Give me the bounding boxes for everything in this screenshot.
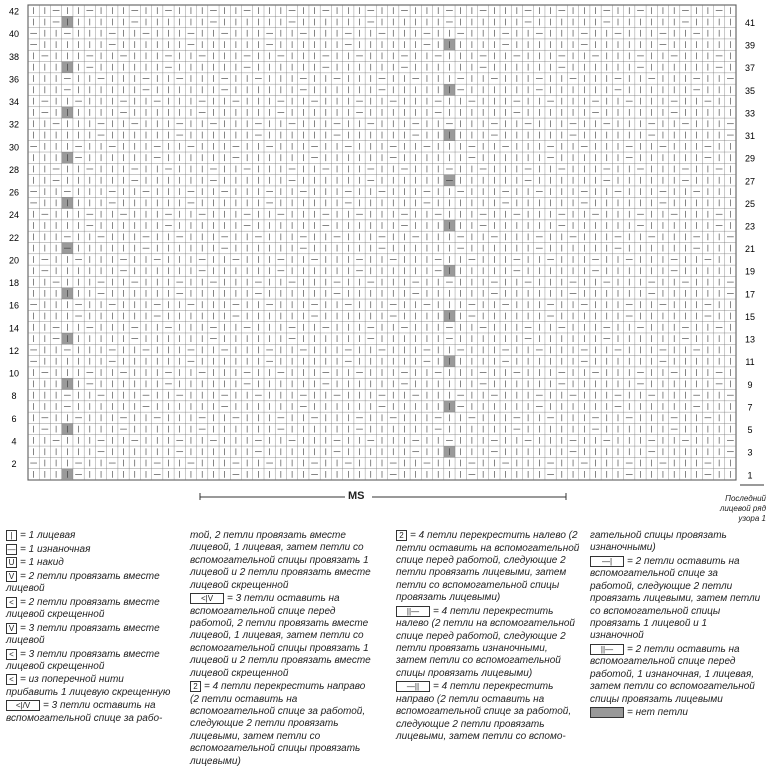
row-number-left: 24	[8, 210, 20, 221]
row-number-right: 31	[744, 131, 756, 142]
row-number-left: 28	[8, 164, 20, 175]
legend-symbol-icon: |	[6, 530, 17, 541]
row-number-right: 25	[744, 198, 756, 209]
row-number-left: 10	[8, 368, 20, 379]
legend-text: = 1 накид	[20, 557, 64, 569]
legend-text: = 4 петли перекрестить налево (2 петли оставить на вспомогательной спице перед работой, следующие 2 петли провязать лицевыми, затем петли со вспомогательной спицы провязать лицевыми)	[396, 530, 580, 604]
legend-text: = 3 петли провязать вместе лицевой	[6, 622, 160, 647]
legend-symbol-icon: U	[6, 557, 17, 568]
row-number-left: 16	[8, 300, 20, 311]
legend-column-3	[396, 530, 581, 744]
legend-symbol-icon: —|	[590, 556, 624, 567]
row-number-left: 32	[8, 119, 20, 130]
legend-symbol-icon: V	[6, 571, 17, 582]
legend-text: = нет петли	[627, 707, 688, 719]
legend-column-4	[590, 530, 762, 721]
row-number-left: 8	[11, 391, 17, 402]
legend-symbol-icon: <	[6, 649, 17, 660]
row-number-right: 35	[744, 85, 756, 96]
legend-text: = 4 петли перекрестить направо (2 петли оставить на вспомогательной спице за работой, следующие 2 петли провязать лицевыми, затем петли со вспомогательной спицы провязать лицевыми)	[190, 681, 366, 767]
legend-symbol-icon: ||—	[396, 606, 430, 617]
row-number-left: 42	[8, 6, 20, 17]
row-number-right: 7	[747, 402, 753, 413]
legend-symbol-icon: —	[7, 544, 16, 554]
legend-item	[6, 530, 176, 543]
legend-item	[6, 597, 176, 622]
row-number-left: 38	[8, 51, 20, 62]
row-number-left: 36	[8, 74, 20, 85]
legend-item	[590, 707, 762, 720]
legend-item	[590, 644, 762, 706]
legend-item	[6, 544, 176, 557]
legend-symbol-icon: —||	[396, 681, 430, 692]
row-number-left: 34	[8, 97, 20, 108]
row-number-right: 21	[744, 244, 756, 255]
legend-text: = 1 лицевая	[20, 530, 76, 542]
legend-symbol-icon: <	[6, 674, 17, 685]
legend-text: = 3 петли оставить на вспомогательной спице за рабо-	[6, 700, 163, 724]
legend-item	[6, 557, 176, 570]
row-number-left: 40	[8, 29, 20, 40]
row-number-left: 18	[8, 278, 20, 289]
row-number-right: 15	[744, 311, 756, 322]
row-number-right: 5	[747, 425, 753, 436]
row-number-right: 29	[744, 153, 756, 164]
legend-item	[396, 606, 581, 681]
legend-column-1	[6, 530, 176, 726]
row-number-left: 12	[8, 345, 20, 356]
legend-text: = 4 петли перекрестить направо (2 петли оставить на вспомогательной спице за работой, следующие 2 петли провязать лицевыми, затем петли со вспомо-	[396, 681, 572, 742]
row-number-left: 2	[11, 458, 17, 469]
row-number-right: 17	[744, 289, 756, 300]
row-number-left: 20	[8, 255, 20, 266]
row-number-right: 19	[744, 266, 756, 277]
row-number-right: 27	[744, 176, 756, 187]
last-row-note: Последний лицевой ряд узора 1	[719, 494, 766, 523]
legend-text: = 2 петли оставить на вспомогательной спице перед работой, 1 изнаночная, 1 лицевая, затем петли со вспомогательной спицы провязать лицевыми	[590, 643, 755, 705]
row-number-left: 22	[8, 232, 20, 243]
legend-item	[6, 700, 176, 725]
legend-text: = из поперечной нити прибавить 1 лицевую скрещенную	[6, 674, 171, 698]
legend-item	[6, 649, 176, 674]
row-number-right: 33	[744, 108, 756, 119]
row-number-right: 13	[744, 334, 756, 345]
row-number-left: 14	[8, 323, 20, 334]
legend-text: той, 2 петли провязать вместе лицевой, 1 лицевая, затем петли со вспомогательной спицы провязать 1 лицевой и 2 петли провязать вместе лицевой скрещенной	[190, 530, 371, 591]
row-number-left: 6	[11, 413, 17, 424]
row-number-right: 37	[744, 63, 756, 74]
row-number-right: 11	[745, 357, 755, 368]
legend-item	[190, 681, 375, 768]
row-number-right: 3	[747, 447, 753, 458]
row-number-right: 23	[744, 221, 756, 232]
row-number-right: 1	[747, 470, 753, 481]
legend-symbol-icon: 2	[396, 530, 407, 541]
legend-text: = 1 изнаночная	[20, 543, 91, 555]
legend-symbol-icon: <	[6, 597, 17, 608]
legend-text: = 2 петли провязать вместе лицевой скрещенной	[6, 596, 160, 621]
legend-symbol-icon: ||—	[590, 644, 624, 655]
legend-text: = 3 петли провязать вместе лицевой скрещенной	[6, 648, 160, 673]
legend-symbol-icon: 2	[190, 681, 201, 692]
legend-item	[6, 674, 176, 699]
legend-symbol-icon: <|/V	[6, 700, 40, 711]
legend-text: гательной спицы провязать изнаночными)	[590, 530, 727, 554]
legend-item	[590, 556, 762, 643]
legend-item	[590, 530, 762, 555]
row-number-right: 41	[744, 17, 756, 28]
legend-item	[396, 681, 581, 743]
legend-column-2	[190, 530, 375, 769]
repeat-label: MS	[348, 490, 365, 502]
legend-symbol-icon: <|V	[190, 593, 224, 604]
legend-item	[190, 593, 375, 680]
legend-item	[396, 530, 581, 605]
legend-text: = 2 петли оставить на вспомогательной спице за работой, следующие 2 петли провязать лицевыми, затем петли со вспомогательной спицы провязать 1 лицевой и 1 изнаночной	[590, 555, 761, 642]
legend-text: = 2 петли провязать вместе лицевой	[6, 570, 160, 595]
legend-text: = 3 петли оставить на вспомогательной спице перед работой, 2 петли провязать вместе лицевой, 1 лицевая, затем петли со вспомогательной спицы провязать 1 лицевой и 2 петли провязать вместе лицевой скрещенной	[190, 593, 371, 679]
legend-item	[190, 530, 375, 592]
row-number-right: 39	[744, 40, 756, 51]
legend-text: = 4 петли перекрестить налево (2 петли на вспомогательной спице перед работой, следующие 2 петли провязать изнаночными, затем петли со вспомогательной спицы провязать лицевыми)	[396, 605, 575, 679]
legend-symbol-icon	[590, 707, 624, 718]
row-number-left: 4	[11, 436, 17, 447]
legend-item	[6, 571, 176, 596]
row-number-left: 26	[8, 187, 20, 198]
legend-symbol-icon: V	[6, 623, 17, 634]
legend-item	[6, 623, 176, 648]
row-number-right: 9	[747, 379, 753, 390]
row-number-left: 30	[8, 142, 20, 153]
